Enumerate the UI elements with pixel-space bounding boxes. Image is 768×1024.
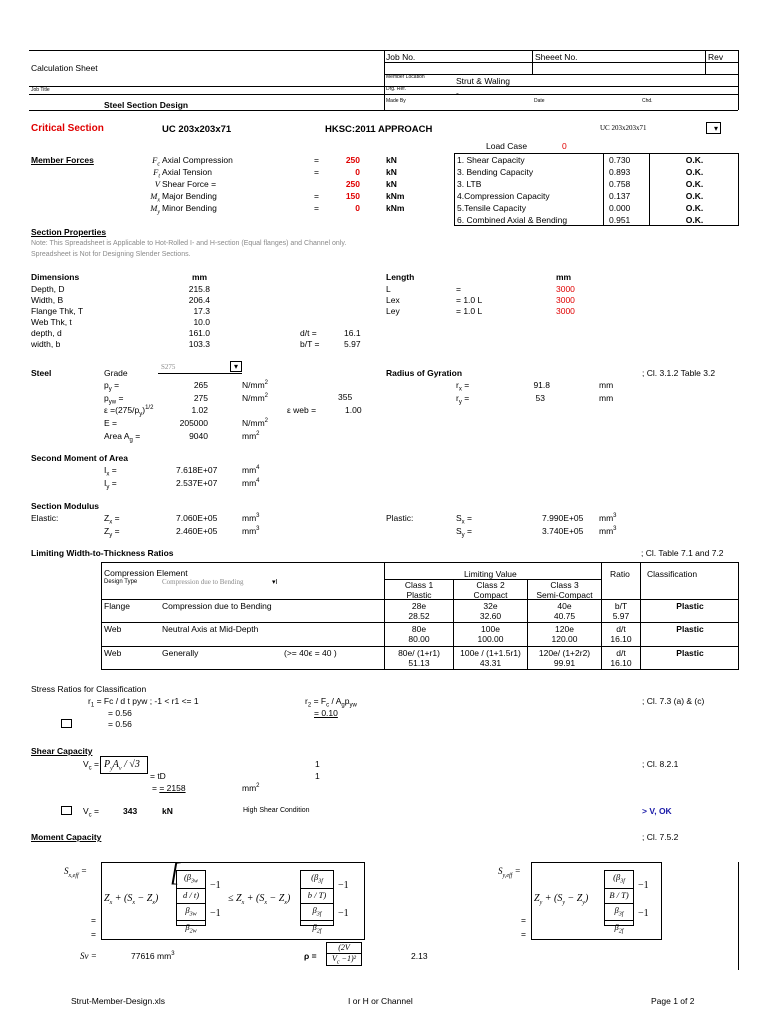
length-unit: mm bbox=[556, 272, 572, 282]
ratio-label: d/t bbox=[616, 624, 626, 634]
chevron-down-icon: ▾ bbox=[713, 124, 718, 133]
iy-value: 2.537E+07 bbox=[176, 478, 218, 488]
ix-label: $I_x$ = bbox=[104, 465, 117, 478]
length-value: 3000 bbox=[556, 295, 575, 305]
force-value: 150 bbox=[345, 191, 360, 201]
force-unit: kN bbox=[386, 179, 397, 189]
check-ratio: 0.951 bbox=[609, 215, 631, 225]
dimension-label: depth, d bbox=[31, 328, 62, 338]
critical-section-label: Critical Section bbox=[31, 123, 104, 134]
length-label: Ley bbox=[386, 306, 400, 316]
drg-ref-value: - bbox=[456, 88, 459, 98]
design-type-label: Design Type bbox=[104, 579, 138, 585]
ix-unit: $mm^4$ bbox=[242, 465, 260, 475]
drg-ref-label: Drg. Ref. bbox=[386, 86, 407, 92]
force-symbol: $M_x$ bbox=[150, 191, 160, 204]
radius-ref: ; Cl. 3.1.2 Table 3.2 bbox=[642, 368, 716, 378]
r2-value: = 0.10 bbox=[314, 708, 338, 718]
class3-value: 40.75 bbox=[553, 611, 576, 621]
iy-label: $I_y$ = bbox=[104, 478, 117, 491]
r1-checkbox[interactable] bbox=[61, 719, 72, 728]
section-dropdown[interactable] bbox=[706, 122, 721, 134]
ry-unit: mm bbox=[599, 393, 614, 403]
e-value: 205000 bbox=[179, 418, 208, 428]
check-ratio: 0.000 bbox=[609, 203, 631, 213]
dimension-value: 215.8 bbox=[188, 284, 210, 294]
length-label: Lex bbox=[386, 295, 400, 305]
pyw-label: $p_{yw}$ = bbox=[104, 393, 124, 406]
force-description: Minor Bending bbox=[162, 203, 217, 213]
member-location-label: Member Location bbox=[386, 74, 425, 80]
ry-value: 53 bbox=[535, 393, 545, 403]
vc-result-unit: kN bbox=[162, 806, 173, 816]
check-status: O.K. bbox=[685, 191, 704, 201]
note-applicability: Note: This Spreadsheet is Applicable to Hot-Rolled I- and H-section (Equal flanges) and Channel only. bbox=[31, 240, 347, 247]
load-case-value: 0 bbox=[562, 141, 567, 151]
dimension-ratio-label: b/T = bbox=[300, 339, 320, 349]
shear-one-2: 1 bbox=[315, 771, 320, 781]
force-value: 250 bbox=[345, 155, 360, 165]
epsilon-label: $\varepsilon =(275/p_y)^{1/2}$ bbox=[104, 405, 154, 418]
stress-ratios-title: Stress Ratios for Classification bbox=[31, 684, 147, 694]
sx-eff-formula-rhs: ≤ $Z_x + (S_x - Z_x)$ bbox=[228, 893, 291, 906]
dimension-value: 103.3 bbox=[188, 339, 210, 349]
zy-label: $Z_y$ = bbox=[104, 526, 120, 539]
ratio-label: d/t bbox=[616, 648, 626, 658]
sx-value: 7.990E+05 bbox=[542, 513, 584, 523]
vc-result-value: 343 bbox=[123, 806, 138, 816]
force-description: Axial Compression bbox=[162, 155, 233, 165]
vc-result-label: $V_c$ = bbox=[83, 806, 99, 819]
limiting-value-header: Limiting Value bbox=[464, 569, 517, 579]
class2-value: 32.60 bbox=[479, 611, 502, 621]
pyw-value: 275 bbox=[193, 393, 208, 403]
limiting-title: Limiting Width-to-Thickness Ratios bbox=[31, 548, 174, 558]
epsilon-web-value: 1.00 bbox=[345, 405, 362, 415]
job-title-label: Job Title bbox=[31, 87, 50, 93]
rx-value: 91.8 bbox=[533, 380, 550, 390]
dimensions-title: Dimensions bbox=[31, 272, 80, 282]
check-status: O.K. bbox=[685, 167, 704, 177]
e-unit: $N/mm^2$ bbox=[242, 418, 269, 428]
note-slender: Spreadsheet is Not for Designing Slender Sections. bbox=[31, 251, 191, 258]
pyw-unit: $N/mm^2$ bbox=[242, 393, 269, 403]
moment-area-title: Second Moment of Area bbox=[31, 453, 128, 463]
sx-eff-formula-frac1: [ bbox=[170, 857, 181, 887]
class3-formula: 120e bbox=[555, 624, 574, 634]
dimension-label: Flange Thk, T bbox=[31, 306, 84, 316]
sx-unit: $mm^3$ bbox=[599, 513, 617, 523]
member-forces-title: Member Forces bbox=[31, 155, 94, 165]
sx-eff-ratio-box: ($\beta_{3w}$ d / t) $\beta_{3w}$ $\beta_{2w}$ bbox=[176, 870, 206, 926]
class3-value: 120.00 bbox=[551, 634, 578, 644]
sx-eff-minus-2: −1 bbox=[210, 908, 221, 919]
class1-formula: 28e bbox=[411, 601, 427, 611]
check-name: 3. Bending Capacity bbox=[457, 167, 534, 177]
zx-unit: $mm^3$ bbox=[242, 513, 260, 523]
check-status: O.K. bbox=[685, 215, 704, 225]
py-value: 265 bbox=[193, 380, 208, 390]
force-equals: = bbox=[314, 155, 319, 165]
check-ratio: 0.893 bbox=[609, 167, 631, 177]
grade-dropdown[interactable] bbox=[158, 362, 242, 374]
ix-value: 7.618E+07 bbox=[176, 465, 218, 475]
sy-value: 3.740E+05 bbox=[542, 526, 584, 536]
class3-formula: 40e bbox=[557, 601, 572, 611]
limiting-description: Compression due to Bending bbox=[162, 601, 272, 611]
radius-title: Radius of Gyration bbox=[386, 368, 463, 378]
limiting-element: Web bbox=[104, 648, 122, 658]
zx-label: $Z_x$ = bbox=[104, 513, 120, 526]
steel-title: Steel bbox=[31, 368, 52, 378]
class3-header: Class 3 Semi-Compact bbox=[536, 580, 593, 600]
sy-eff-minus-1: −1 bbox=[638, 880, 649, 891]
dimension-ratio-label: d/t = bbox=[300, 328, 317, 338]
zy-unit: $mm^3$ bbox=[242, 526, 260, 536]
ry-label: $r_y$ = bbox=[456, 393, 470, 406]
rho-label: ρ = bbox=[304, 951, 317, 961]
r2-formula: $r_2 = F_c / A_gp_{yw}$ bbox=[305, 696, 357, 709]
class3-formula: 120e/ (1+2r2) bbox=[538, 648, 591, 658]
class2-header: Class 2 Compact bbox=[473, 580, 508, 600]
sv-label: Sv = bbox=[80, 951, 97, 961]
limiting-element: Web bbox=[104, 624, 122, 634]
plastic-label: Plastic: bbox=[386, 513, 414, 523]
grade-label: Grade bbox=[104, 368, 128, 378]
moment-capacity-title: Moment Capacity bbox=[31, 832, 102, 842]
class2-formula: 32e bbox=[483, 601, 498, 611]
force-description: Shear Force = bbox=[162, 179, 217, 189]
sx-eff-flange-box: ($\beta_{3f}$ b / T) $\beta_{3f}$ $\beta_{2f}$ bbox=[300, 870, 334, 926]
rho-value: 2.13 bbox=[411, 951, 428, 961]
class2-value: 100.00 bbox=[477, 634, 504, 644]
vc-label: $V_c$ = bbox=[83, 759, 99, 772]
limiting-description: Neutral Axis at Mid-Depth bbox=[162, 624, 259, 634]
sx-eff-formula-lhs: $Z_x + (S_x - Z_x)$ bbox=[104, 893, 159, 906]
force-symbol: V bbox=[154, 179, 160, 189]
av-unit: $mm^2$ bbox=[242, 783, 260, 793]
rx-label: $r_x$ = bbox=[456, 380, 470, 393]
limiting-description: Generally bbox=[162, 648, 199, 658]
check-name: 3. LTB bbox=[457, 179, 482, 189]
dimensions-unit: mm bbox=[192, 272, 208, 282]
vc-formula-box: $P_yA_v / √3$ bbox=[100, 756, 148, 774]
shear-ref: ; Cl. 8.2.1 bbox=[642, 759, 679, 769]
section-properties-title: Section Properties bbox=[31, 227, 107, 237]
check-name: 4.Compression Capacity bbox=[457, 191, 550, 201]
member-location-value: Strut & Waling bbox=[456, 76, 511, 86]
r1-value-2: = 0.56 bbox=[108, 719, 132, 729]
shear-result: > V, OK bbox=[642, 806, 672, 816]
limiting-extra: (>= 40ϵ = 40 ) bbox=[284, 648, 337, 658]
shear-one-1: 1 bbox=[315, 759, 320, 769]
sy-unit: $mm^3$ bbox=[599, 526, 617, 536]
class1-header: Class 1 Plastic bbox=[404, 580, 434, 600]
ratio-header: Ratio bbox=[610, 569, 630, 579]
r1-value: = 0.56 bbox=[108, 708, 132, 718]
design-type-dropdown[interactable]: ▾I bbox=[272, 579, 278, 586]
force-description: Axial Tension bbox=[162, 167, 212, 177]
force-unit: kN bbox=[386, 155, 397, 165]
check-status: O.K. bbox=[685, 179, 704, 189]
force-value: 0 bbox=[355, 167, 360, 177]
sy-eff-label: $S_{y,eff}$ = bbox=[498, 866, 521, 879]
dimension-ratio-value: 16.1 bbox=[344, 328, 361, 338]
length-equation: = bbox=[456, 284, 461, 294]
zy-value: 2.460E+05 bbox=[176, 526, 218, 536]
sx-eff-minus-3: −1 bbox=[338, 880, 349, 891]
force-unit: kNm bbox=[386, 203, 405, 213]
sy-eff-eq-2: = bbox=[521, 929, 526, 939]
footer-filename: Strut-Member-Design.xls bbox=[71, 996, 165, 1006]
classification-value: Plastic bbox=[676, 601, 704, 611]
dimension-value: 17.3 bbox=[193, 306, 210, 316]
py-unit: $N/mm^2$ bbox=[242, 380, 269, 390]
force-symbol: $F_t$ bbox=[153, 167, 160, 180]
e-label: E = bbox=[104, 418, 117, 428]
sy-eff-ratio-box: ($\beta_{3f}$ B / T) $\beta_{3f}$ $\beta_{2f}$ bbox=[604, 870, 634, 926]
sx-eff-eq-1: = bbox=[91, 915, 96, 925]
pyw-extra: 355 bbox=[338, 392, 353, 402]
check-name: 6. Combined Axial & Bending bbox=[457, 215, 568, 225]
class1-value: 80.00 bbox=[408, 634, 430, 644]
footer-page: Page 1 of 2 bbox=[651, 996, 695, 1006]
shear-checkbox[interactable] bbox=[61, 806, 72, 815]
dimension-label: Depth, D bbox=[31, 284, 65, 294]
force-symbol: $M_y$ bbox=[150, 203, 160, 216]
class1-value: 51.13 bbox=[408, 658, 430, 668]
elastic-label: Elastic: bbox=[31, 513, 59, 523]
calc-sheet-title: Calculation Sheet bbox=[31, 63, 98, 73]
class2-value: 43.31 bbox=[479, 658, 502, 668]
force-description: Major Bending bbox=[162, 191, 217, 201]
limiting-element: Flange bbox=[104, 601, 130, 611]
ratio-value: 16.10 bbox=[610, 658, 632, 668]
grade-value: S275 bbox=[161, 363, 176, 371]
epsilon-value: 1.02 bbox=[191, 405, 208, 415]
section-select-value: UC 203x203x71 bbox=[600, 124, 647, 132]
dimension-value: 206.4 bbox=[188, 295, 210, 305]
sx-eff-minus-1: −1 bbox=[210, 880, 221, 891]
stress-ratios-ref: ; Cl. 7.3 (a) & (c) bbox=[642, 696, 705, 706]
length-value: 3000 bbox=[556, 306, 575, 316]
ratio-label: b/T bbox=[614, 601, 628, 611]
force-equals: = bbox=[314, 191, 319, 201]
length-equation: = 1.0 L bbox=[456, 306, 483, 316]
sx-label: $S_x$ = bbox=[456, 513, 472, 526]
limiting-ref: ; Cl. Table 7.1 and 7.2 bbox=[641, 548, 724, 558]
dimension-value: 10.0 bbox=[193, 317, 210, 327]
force-equals: = bbox=[314, 203, 319, 213]
check-name: 5.Tensile Capacity bbox=[457, 203, 526, 213]
sy-eff-minus-2: −1 bbox=[638, 908, 649, 919]
sy-eff-eq-1: = bbox=[521, 915, 526, 925]
force-unit: kNm bbox=[386, 191, 405, 201]
made-by-label: Made By bbox=[386, 98, 406, 104]
rho-formula-box: (2V $V_c -1)^2$ bbox=[326, 942, 362, 966]
dimension-ratio-value: 5.97 bbox=[344, 339, 361, 349]
length-title: Length bbox=[386, 272, 415, 282]
check-name: 1. Shear Capacity bbox=[457, 155, 525, 165]
check-ratio: 0.137 bbox=[609, 191, 631, 201]
classification-value: Plastic bbox=[676, 624, 704, 634]
sy-eff-formula-lhs: $Z_y + (S_y - Z_y)$ bbox=[534, 893, 589, 906]
av-formula: = tD bbox=[150, 771, 166, 781]
class1-formula: 80e bbox=[411, 624, 427, 634]
check-status: O.K. bbox=[685, 203, 704, 213]
ratio-value: 5.97 bbox=[612, 611, 630, 621]
classification-value: Plastic bbox=[676, 648, 704, 658]
length-label: L bbox=[386, 284, 391, 294]
dimension-label: Width, B bbox=[31, 295, 64, 305]
epsilon-web-label: ε web = bbox=[287, 405, 317, 415]
check-ratio: 0.758 bbox=[609, 179, 631, 189]
class1-formula: 80e/ (1+r1) bbox=[398, 648, 440, 658]
dimension-label: width, b bbox=[31, 339, 61, 349]
check-ratio: 0.730 bbox=[609, 155, 631, 165]
dimension-label: Web Thk, t bbox=[31, 317, 72, 327]
footer-type: I or H or Channel bbox=[348, 996, 413, 1006]
section-design-title: Steel Section Design bbox=[104, 100, 189, 110]
sx-eff-label: $S_{x,eff}$ = bbox=[64, 866, 87, 879]
critical-section-name: UC 203x203x71 bbox=[162, 124, 232, 135]
load-case-label: Load Case bbox=[486, 141, 528, 151]
section-modulus-title: Section Modulus bbox=[31, 501, 99, 511]
iy-unit: $mm^4$ bbox=[242, 478, 260, 488]
rx-unit: mm bbox=[599, 380, 614, 390]
force-equals: = bbox=[314, 167, 319, 177]
force-value: 250 bbox=[345, 179, 360, 189]
zx-value: 7.060E+05 bbox=[176, 513, 218, 523]
r1-formula: $r_1 = Fc / d$ t pyw ; -1 < r1 <= 1 bbox=[88, 696, 199, 709]
class1-value: 28.52 bbox=[408, 611, 430, 621]
area-unit: $mm^2$ bbox=[242, 431, 260, 441]
class2-formula: 100e / (1+1.5r1) bbox=[460, 648, 521, 658]
ratio-value: 16.10 bbox=[610, 634, 632, 644]
area-label: Area $A_g$ = bbox=[104, 431, 141, 444]
py-label: $p_y$ = bbox=[104, 380, 120, 393]
av-value: = = 2158 bbox=[152, 783, 186, 793]
class3-value: 99.91 bbox=[553, 658, 576, 668]
check-status: O.K. bbox=[685, 155, 704, 165]
rev-label: Rev bbox=[708, 52, 724, 62]
sheet-no-label: Sheeet No. bbox=[535, 52, 578, 62]
length-equation: = 1.0 L bbox=[456, 295, 483, 305]
length-value: 3000 bbox=[556, 284, 575, 294]
sy-label: $S_y$ = bbox=[456, 526, 472, 539]
force-value: 0 bbox=[355, 203, 360, 213]
dimension-value: 161.0 bbox=[188, 328, 210, 338]
force-symbol: $F_c$ bbox=[152, 155, 160, 168]
chevron-down-icon: ▾ bbox=[230, 361, 242, 372]
compression-element-header: Compression Element bbox=[104, 568, 188, 578]
sx-eff-minus-4: −1 bbox=[338, 908, 349, 919]
job-no-label: Job No. bbox=[386, 52, 416, 62]
date-label: Date bbox=[534, 98, 545, 104]
class2-formula: 100e bbox=[481, 624, 500, 634]
area-value: 9040 bbox=[189, 431, 208, 441]
shear-condition: High Shear Condition bbox=[243, 807, 310, 814]
sv-value: 77616 $mm^3$ bbox=[131, 951, 175, 961]
shear-capacity-title: Shear Capacity bbox=[31, 746, 93, 756]
design-type-value: Compression due to Bending bbox=[162, 578, 244, 586]
force-unit: kN bbox=[386, 167, 397, 177]
chd-label: Chd. bbox=[642, 98, 653, 104]
moment-ref: ; Cl. 7.5.2 bbox=[642, 832, 679, 842]
classification-header: Classification bbox=[647, 569, 698, 579]
sx-eff-eq-2: = bbox=[91, 929, 96, 939]
approach-label: HKSC:2011 APPROACH bbox=[325, 124, 433, 135]
